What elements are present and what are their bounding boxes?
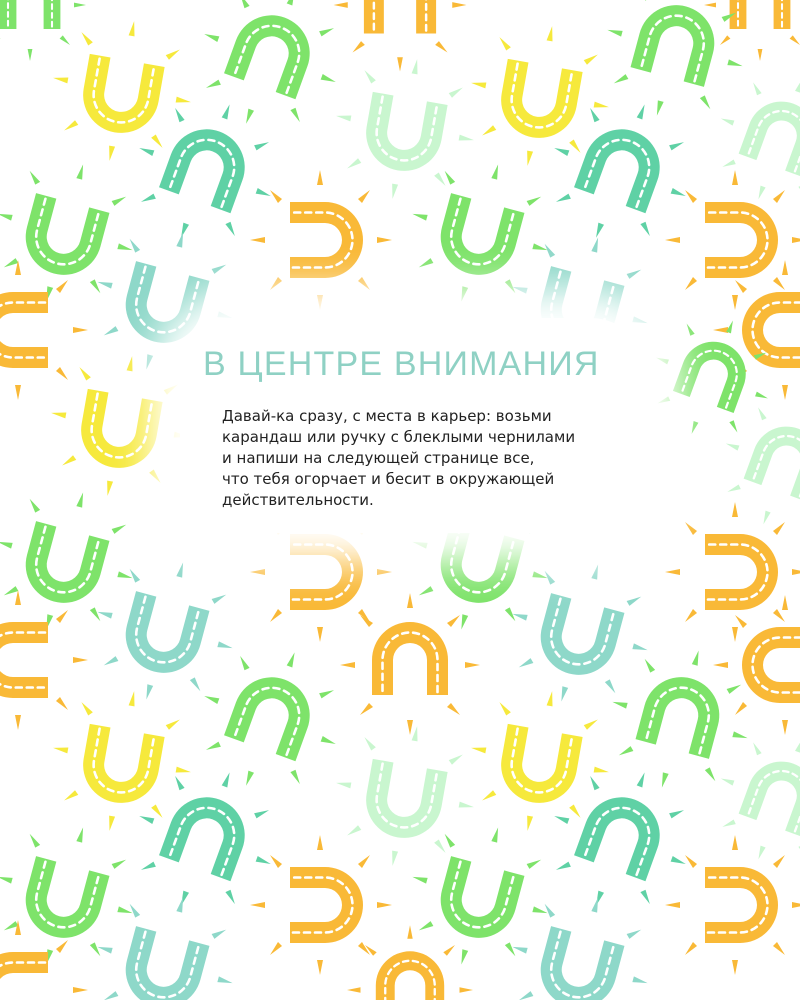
horseshoe-body xyxy=(739,752,800,837)
spark-icon xyxy=(39,344,202,508)
horseshoe-body xyxy=(532,593,624,683)
body-line: что тебя огорчает и бесит в окружающей xyxy=(222,470,555,488)
horseshoe-body xyxy=(495,59,583,144)
horseshoe-body xyxy=(432,521,524,611)
horseshoe-body xyxy=(77,724,165,809)
horseshoe-body xyxy=(159,787,255,882)
spark-icon xyxy=(665,170,800,310)
spark-icon xyxy=(324,714,487,878)
body-line: действительности. xyxy=(222,491,374,509)
horseshoe-icon xyxy=(0,260,88,400)
spark-icon xyxy=(665,502,800,642)
spark-icon xyxy=(636,300,789,454)
horseshoe-body xyxy=(17,856,109,946)
horseshoe-body xyxy=(636,669,728,759)
spark-icon xyxy=(180,628,360,809)
horseshoe-body xyxy=(17,521,109,611)
spark-icon xyxy=(324,47,487,211)
horseshoe-body xyxy=(495,724,583,809)
horseshoe-body xyxy=(159,119,255,214)
horseshoe-body xyxy=(574,119,670,214)
body-line: Давай-ка сразу, с места в карьер: возьми xyxy=(222,407,552,425)
spark-icon xyxy=(0,260,88,400)
horseshoe-icon xyxy=(324,714,487,878)
horseshoe-body xyxy=(739,92,800,177)
horseshoe-icon xyxy=(636,300,789,454)
spark-icon xyxy=(250,170,392,310)
horseshoe-body xyxy=(117,591,209,681)
horseshoe-icon xyxy=(0,590,88,730)
horseshoe-icon xyxy=(79,879,251,1000)
horseshoe-body xyxy=(17,193,109,283)
spark-icon xyxy=(250,835,392,975)
spark-icon xyxy=(394,146,566,319)
horseshoe-body xyxy=(224,5,320,100)
horseshoe-icon xyxy=(713,260,800,400)
horseshoe-body xyxy=(75,389,163,474)
horseshoe-body xyxy=(631,0,723,87)
horseshoe-icon xyxy=(324,47,487,211)
spark-icon xyxy=(79,544,251,717)
horseshoe-icon xyxy=(347,925,473,1000)
spark-icon xyxy=(494,879,666,1000)
horseshoe-body xyxy=(77,54,165,139)
horseshoe-body xyxy=(432,856,524,946)
horseshoe-body xyxy=(432,193,524,283)
horseshoe-body xyxy=(0,952,48,1000)
spark-icon xyxy=(79,879,251,1000)
horseshoe-icon xyxy=(394,146,566,319)
horseshoe-icon xyxy=(180,0,360,148)
spark-icon xyxy=(0,590,88,730)
horseshoe-body xyxy=(117,926,209,1000)
spark-icon xyxy=(594,632,766,805)
horseshoe-icon xyxy=(665,502,800,642)
body-line: и напиши на следующей странице все, xyxy=(222,449,535,467)
horseshoe-icon xyxy=(250,170,392,310)
horseshoe-body xyxy=(574,787,670,882)
horseshoe-body xyxy=(673,333,755,413)
horseshoe-icon xyxy=(79,544,251,717)
horseshoe-body xyxy=(224,667,320,762)
body-text xyxy=(222,406,642,511)
horseshoe-body xyxy=(744,417,800,502)
horseshoe-icon xyxy=(704,0,800,61)
horseshoe-icon xyxy=(0,0,86,61)
horseshoe-icon xyxy=(494,879,666,1000)
horseshoe-icon xyxy=(713,595,800,735)
body-line: карандаш или ручку с блеклыми чернилами xyxy=(222,428,576,446)
page-title: В ЦЕНТРЕ ВНИМАНИЯ xyxy=(203,345,600,383)
spark-icon xyxy=(334,0,467,71)
horseshoe-icon xyxy=(334,0,467,71)
spark-icon xyxy=(494,546,666,719)
horseshoe-body xyxy=(360,759,448,844)
horseshoe-icon xyxy=(665,170,800,310)
horseshoe-body xyxy=(360,92,448,177)
horseshoe-icon xyxy=(699,58,800,221)
spark-icon xyxy=(665,835,800,975)
horseshoe-icon xyxy=(250,835,392,975)
horseshoe-icon xyxy=(180,628,360,809)
horseshoe-icon xyxy=(699,718,800,881)
horseshoe-icon xyxy=(39,344,202,508)
horseshoe-icon xyxy=(594,632,766,805)
horseshoe-body xyxy=(532,926,624,1000)
horseshoe-icon xyxy=(494,546,666,719)
horseshoe-icon xyxy=(665,835,800,975)
